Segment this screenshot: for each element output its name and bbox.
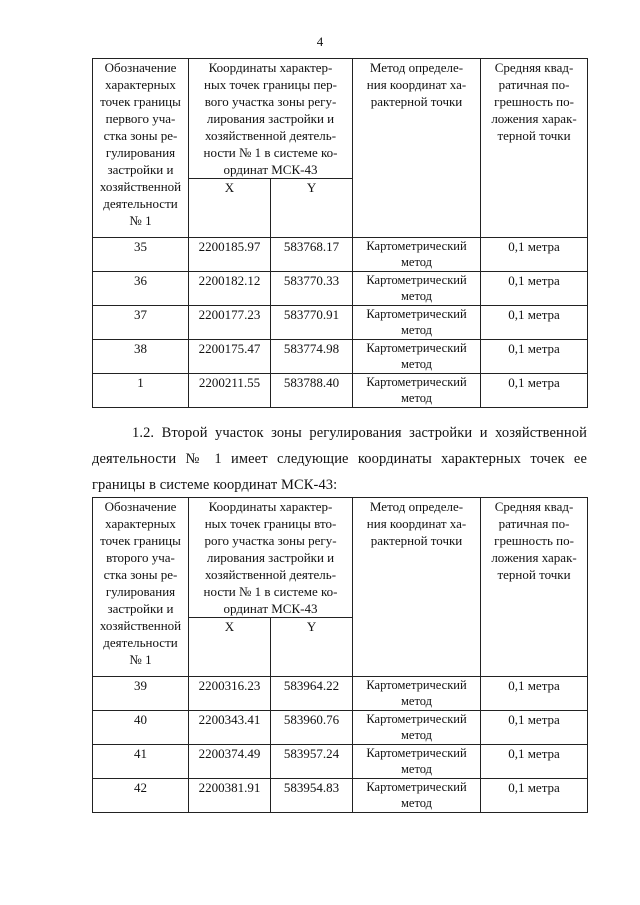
method-cell: Картометрический метод [353,238,481,272]
table1-header-row [93,59,588,179]
x-coordinate-cell: 2200343.41 [189,711,271,745]
table-row [93,272,588,306]
accuracy-cell: 0,1 метра [481,306,588,340]
y-coordinate-cell: 583770.33 [271,272,353,306]
method-cell: Картометрический метод [353,272,481,306]
y-coordinate-cell: 583954.83 [271,779,353,813]
table2-body [93,498,588,813]
x-coordinate-cell: 2200182.12 [189,272,271,306]
accuracy-cell: 0,1 метра [481,374,588,408]
method-cell: Картометрический метод [353,306,481,340]
method-cell: Картометрический метод [353,711,481,745]
point-number-cell: 37 [93,306,189,340]
point-number-cell: 36 [93,272,189,306]
x-coordinate-cell: 2200185.97 [189,238,271,272]
table1-header-designation: Обозначение характерных точек границы первого уча- стка зоны ре- гулирования застройки и хозяйственной деятельности № 1 [93,59,189,238]
table2-header-x: X [189,618,271,677]
y-coordinate-cell: 583957.24 [271,745,353,779]
table2-header-accuracy: Средняя квад- ратичная по- грешность по- ложения харак- терной точки [481,498,588,677]
x-coordinate-cell: 2200374.49 [189,745,271,779]
table1-header-coordinates: Координаты характер- ных точек границы пер- вого участка зоны регу- лирования застройки и хозяйственной деятель- ности № 1 в системе ко- ординат МСК-43 [189,59,353,179]
table2-header-coordinates: Координаты характер- ных точек границы вто- рого участка зоны регу- лирования застройки и хозяйственной деятель- ности № 1 в системе ко- ординат МСК-43 [189,498,353,618]
accuracy-cell: 0,1 метра [481,711,588,745]
method-cell: Картометрический метод [353,677,481,711]
point-number-cell: 38 [93,340,189,374]
y-coordinate-cell: 583788.40 [271,374,353,408]
y-coordinate-cell: 583964.22 [271,677,353,711]
y-coordinate-cell: 583774.98 [271,340,353,374]
point-number-cell: 1 [93,374,189,408]
point-number-cell: 35 [93,238,189,272]
table-row [93,711,588,745]
y-coordinate-cell: 583768.17 [271,238,353,272]
table1-header-x: X [189,179,271,238]
accuracy-cell: 0,1 метра [481,677,588,711]
table1-header-accuracy: Средняя квад- ратичная по- грешность по- ложения харак- терной точки [481,59,588,238]
table-row [93,306,588,340]
table1-body [93,59,588,408]
accuracy-cell: 0,1 метра [481,272,588,306]
page-number: 4 [316,34,324,49]
table-row [93,745,588,779]
accuracy-cell: 0,1 метра [481,238,588,272]
table2-header-y: Y [271,618,353,677]
table-row [93,340,588,374]
x-coordinate-cell: 2200381.91 [189,779,271,813]
table-row [93,238,588,272]
table2-header-row [93,498,588,618]
x-coordinate-cell: 2200175.47 [189,340,271,374]
table2-header-method: Метод определе- ния координат ха- рактерной точки [353,498,481,677]
table1-header-y: Y [271,179,353,238]
method-cell: Картометрический метод [353,340,481,374]
point-number-cell: 41 [93,745,189,779]
y-coordinate-cell: 583960.76 [271,711,353,745]
method-cell: Картометрический метод [353,745,481,779]
y-coordinate-cell: 583770.91 [271,306,353,340]
coordinates-table-1 [92,58,588,408]
x-coordinate-cell: 2200316.23 [189,677,271,711]
accuracy-cell: 0,1 метра [481,745,588,779]
accuracy-cell: 0,1 метра [481,340,588,374]
table-row [93,677,588,711]
coordinates-table-2 [92,497,588,813]
point-number-cell: 40 [93,711,189,745]
table-row [93,374,588,408]
method-cell: Картометрический метод [353,374,481,408]
table2-header-designation: Обозначение характерных точек границы второго уча- стка зоны ре- гулирования застройки и хозяйственной деятельности № 1 [93,498,189,677]
point-number-cell: 42 [93,779,189,813]
table1-header-method: Метод определе- ния координат ха- рактерной точки [353,59,481,238]
point-number-cell: 39 [93,677,189,711]
x-coordinate-cell: 2200177.23 [189,306,271,340]
accuracy-cell: 0,1 метра [481,779,588,813]
method-cell: Картометрический метод [353,779,481,813]
x-coordinate-cell: 2200211.55 [189,374,271,408]
table-row [93,779,588,813]
section-1-2-paragraph: 1.2. Второй участок зоны регулирования застройки и хозяйственной деятельности № 1 имеет следующие координаты характерных точек ее границы в системе координат МСК-43: [92,425,587,493]
